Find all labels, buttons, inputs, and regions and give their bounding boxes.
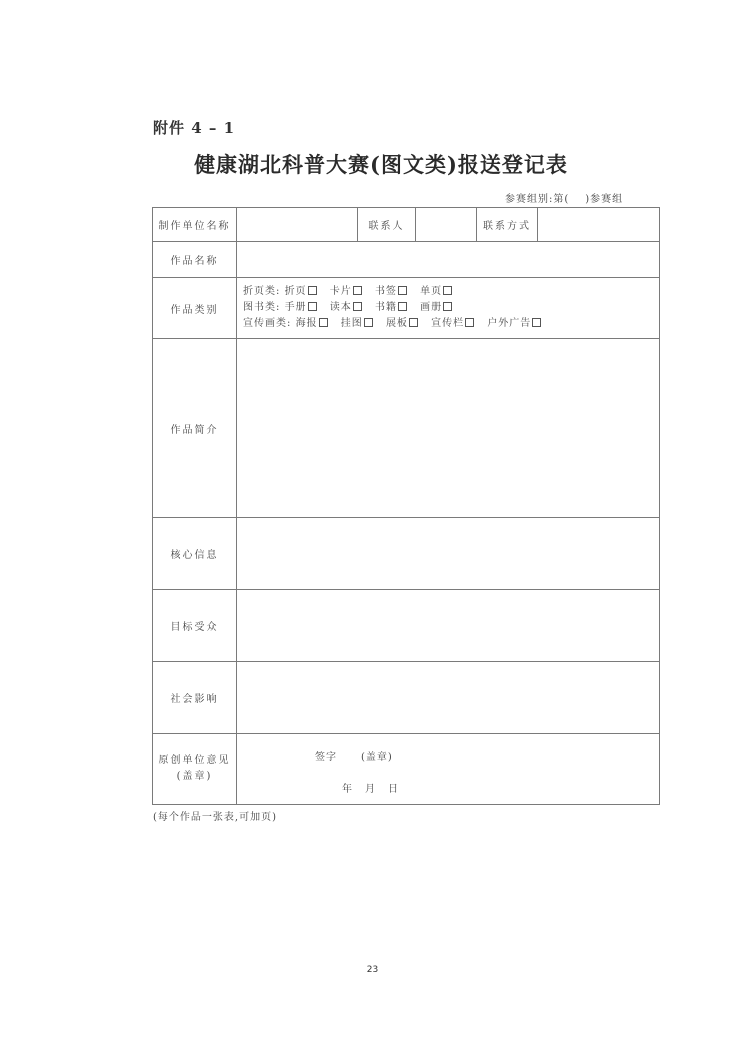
social-impact-field[interactable] bbox=[237, 662, 660, 734]
work-category-label: 作品类别 bbox=[153, 278, 237, 339]
contact-method-label: 联系方式 bbox=[477, 208, 538, 242]
category-row-poster bbox=[243, 316, 653, 332]
work-intro-field[interactable] bbox=[237, 339, 660, 518]
target-audience-field[interactable] bbox=[237, 590, 660, 662]
unit-name-field[interactable] bbox=[237, 208, 358, 242]
registration-form-table bbox=[152, 207, 660, 805]
category-option[interactable]: 书籍 bbox=[375, 302, 407, 313]
checkbox-icon[interactable] bbox=[409, 318, 418, 327]
competition-group bbox=[505, 190, 623, 205]
checkbox-icon[interactable] bbox=[353, 286, 362, 295]
category-option[interactable]: 单页 bbox=[420, 286, 452, 297]
category-row-book bbox=[243, 300, 653, 316]
checkbox-icon[interactable] bbox=[308, 286, 317, 295]
category-row-fold bbox=[243, 284, 653, 300]
form-title: 健康湖北科普大赛(图文类)报送登记表 bbox=[194, 152, 568, 177]
page-number: 23 bbox=[366, 965, 379, 975]
opinion-label-line2: (盖章) bbox=[176, 771, 213, 782]
category-option[interactable]: 画册 bbox=[420, 302, 452, 313]
category-prefix: 图书类: bbox=[243, 302, 281, 313]
checkbox-icon[interactable] bbox=[443, 286, 452, 295]
group-suffix: )参赛组 bbox=[585, 194, 624, 205]
checkbox-icon[interactable] bbox=[465, 318, 474, 327]
target-audience-label: 目标受众 bbox=[153, 590, 237, 662]
opinion-label-line1: 原创单位意见 bbox=[158, 755, 231, 766]
work-intro-label: 作品简介 bbox=[153, 339, 237, 518]
category-prefix: 折页类: bbox=[243, 286, 281, 297]
stamp-label: (盖章) bbox=[361, 752, 393, 763]
work-name-label: 作品名称 bbox=[153, 242, 237, 278]
original-unit-opinion-field[interactable] bbox=[237, 734, 660, 805]
category-option[interactable]: 展板 bbox=[386, 318, 418, 329]
checkbox-icon[interactable] bbox=[308, 302, 317, 311]
contact-method-field[interactable] bbox=[538, 208, 660, 242]
date-year: 年 bbox=[342, 784, 353, 795]
category-option[interactable]: 户外广告 bbox=[487, 318, 541, 329]
category-option[interactable]: 挂图 bbox=[341, 318, 373, 329]
footnote: (每个作品一张表,可加页) bbox=[153, 812, 277, 823]
checkbox-icon[interactable] bbox=[443, 302, 452, 311]
checkbox-icon[interactable] bbox=[398, 302, 407, 311]
checkbox-icon[interactable] bbox=[364, 318, 373, 327]
signature-label: 签字 bbox=[315, 752, 337, 763]
category-option[interactable]: 宣传栏 bbox=[431, 318, 474, 329]
unit-name-label: 制作单位名称 bbox=[153, 208, 237, 242]
core-info-label: 核心信息 bbox=[153, 518, 237, 590]
checkbox-icon[interactable] bbox=[398, 286, 407, 295]
attachment-number: 附件 4 – 1 bbox=[153, 119, 236, 137]
category-option[interactable]: 卡片 bbox=[330, 286, 362, 297]
checkbox-icon[interactable] bbox=[532, 318, 541, 327]
category-prefix: 宣传画类: bbox=[243, 318, 292, 329]
contact-person-label: 联系人 bbox=[358, 208, 416, 242]
social-impact-label: 社会影响 bbox=[153, 662, 237, 734]
category-option[interactable]: 读本 bbox=[330, 302, 362, 313]
category-option[interactable]: 书签 bbox=[375, 286, 407, 297]
work-name-field[interactable] bbox=[237, 242, 660, 278]
original-unit-opinion-label bbox=[153, 734, 237, 805]
core-info-field[interactable] bbox=[237, 518, 660, 590]
contact-person-field[interactable] bbox=[416, 208, 477, 242]
checkbox-icon[interactable] bbox=[353, 302, 362, 311]
work-category-field bbox=[237, 278, 660, 339]
date-day: 日 bbox=[388, 784, 399, 795]
date-month: 月 bbox=[365, 784, 376, 795]
checkbox-icon[interactable] bbox=[319, 318, 328, 327]
category-option[interactable]: 海报 bbox=[296, 318, 328, 329]
group-prefix: 参赛组别:第( bbox=[505, 194, 570, 205]
category-option[interactable]: 手册 bbox=[285, 302, 317, 313]
category-option[interactable]: 折页 bbox=[285, 286, 317, 297]
